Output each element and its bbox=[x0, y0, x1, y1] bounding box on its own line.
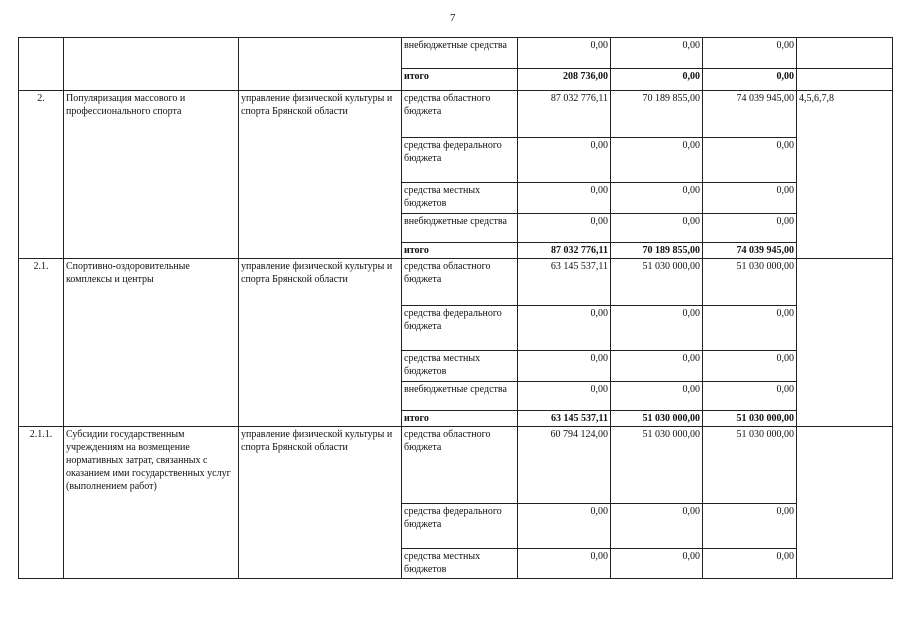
funding-source-cell: средства местных бюджетов bbox=[402, 183, 518, 214]
amount-year1-cell: 208 736,00 bbox=[518, 69, 611, 91]
source-row bbox=[19, 259, 893, 306]
funding-source-cell: средства федерального бюджета bbox=[402, 504, 518, 549]
amount-year1-cell: 63 145 537,11 bbox=[518, 259, 611, 306]
indicator-code-cell bbox=[797, 69, 893, 91]
amount-year3-cell: 0,00 bbox=[703, 504, 797, 549]
amount-year2-cell: 0,00 bbox=[611, 549, 703, 579]
page-number: 7 bbox=[450, 12, 456, 24]
amount-year3-cell: 0,00 bbox=[703, 69, 797, 91]
amount-year1-cell: 0,00 bbox=[518, 549, 611, 579]
amount-year1-cell: 0,00 bbox=[518, 306, 611, 351]
funding-source-cell: средства областного бюджета bbox=[402, 91, 518, 138]
amount-year3-cell: 51 030 000,00 bbox=[703, 427, 797, 504]
amount-year3-cell: 0,00 bbox=[703, 214, 797, 243]
item-number-cell: 2.1.1. bbox=[19, 427, 64, 579]
amount-year2-cell: 0,00 bbox=[611, 183, 703, 214]
source-row bbox=[19, 427, 893, 504]
amount-year1-cell: 60 794 124,00 bbox=[518, 427, 611, 504]
amount-year3-cell: 0,00 bbox=[703, 549, 797, 579]
funding-source-cell: итого bbox=[402, 243, 518, 259]
amount-year1-cell: 0,00 bbox=[518, 382, 611, 411]
amount-year3-cell: 74 039 945,00 bbox=[703, 243, 797, 259]
amount-year1-cell: 63 145 537,11 bbox=[518, 411, 611, 427]
amount-year3-cell: 0,00 bbox=[703, 382, 797, 411]
amount-year2-cell: 0,00 bbox=[611, 351, 703, 382]
amount-year2-cell: 0,00 bbox=[611, 138, 703, 183]
item-name-cell: Субсидии государственным учреждениям на возмещение нормативных затрат, связанных с оказанием ими государственных услуг (выполнением работ) bbox=[64, 427, 239, 579]
source-row bbox=[19, 38, 893, 69]
amount-year1-cell: 0,00 bbox=[518, 351, 611, 382]
amount-year1-cell: 0,00 bbox=[518, 214, 611, 243]
funding-source-cell: средства областного бюджета bbox=[402, 259, 518, 306]
funding-source-cell: средства областного бюджета bbox=[402, 427, 518, 504]
source-row bbox=[19, 91, 893, 138]
funding-source-cell: средства федерального бюджета bbox=[402, 306, 518, 351]
amount-year3-cell: 51 030 000,00 bbox=[703, 259, 797, 306]
funding-source-cell: средства федерального бюджета bbox=[402, 138, 518, 183]
amount-year2-cell: 70 189 855,00 bbox=[611, 91, 703, 138]
indicator-code-cell bbox=[797, 38, 893, 69]
indicator-code-cell: 4,5,6,7,8 bbox=[797, 91, 893, 259]
funding-source-cell: средства местных бюджетов bbox=[402, 549, 518, 579]
amount-year3-cell: 0,00 bbox=[703, 306, 797, 351]
amount-year3-cell: 0,00 bbox=[703, 138, 797, 183]
funding-source-cell: средства местных бюджетов bbox=[402, 351, 518, 382]
budget-table bbox=[18, 37, 893, 579]
amount-year2-cell: 0,00 bbox=[611, 214, 703, 243]
amount-year2-cell: 51 030 000,00 bbox=[611, 411, 703, 427]
amount-year1-cell: 87 032 776,11 bbox=[518, 91, 611, 138]
indicator-code-cell bbox=[797, 427, 893, 579]
amount-year2-cell: 70 189 855,00 bbox=[611, 243, 703, 259]
executor-cell: управление физической культуры и спорта Брянской области bbox=[239, 91, 402, 259]
item-name-cell: Популяризация массового и профессионального спорта bbox=[64, 91, 239, 259]
item-number-cell bbox=[19, 38, 64, 91]
item-number-cell: 2.1. bbox=[19, 259, 64, 427]
amount-year3-cell: 0,00 bbox=[703, 351, 797, 382]
item-name-cell: Спортивно-оздоровительные комплексы и центры bbox=[64, 259, 239, 427]
funding-source-cell: внебюджетные средства bbox=[402, 38, 518, 69]
indicator-code-cell bbox=[797, 259, 893, 427]
amount-year3-cell: 74 039 945,00 bbox=[703, 91, 797, 138]
executor-cell bbox=[239, 38, 402, 91]
funding-source-cell: итого bbox=[402, 69, 518, 91]
item-number-cell: 2. bbox=[19, 91, 64, 259]
amount-year2-cell: 0,00 bbox=[611, 504, 703, 549]
amount-year3-cell: 51 030 000,00 bbox=[703, 411, 797, 427]
executor-cell: управление физической культуры и спорта Брянской области bbox=[239, 427, 402, 579]
amount-year1-cell: 87 032 776,11 bbox=[518, 243, 611, 259]
amount-year2-cell: 0,00 bbox=[611, 306, 703, 351]
funding-source-cell: внебюджетные средства bbox=[402, 382, 518, 411]
executor-cell: управление физической культуры и спорта Брянской области bbox=[239, 259, 402, 427]
amount-year2-cell: 0,00 bbox=[611, 382, 703, 411]
amount-year1-cell: 0,00 bbox=[518, 504, 611, 549]
amount-year2-cell: 51 030 000,00 bbox=[611, 259, 703, 306]
funding-source-cell: внебюджетные средства bbox=[402, 214, 518, 243]
amount-year1-cell: 0,00 bbox=[518, 38, 611, 69]
amount-year3-cell: 0,00 bbox=[703, 183, 797, 214]
funding-source-cell: итого bbox=[402, 411, 518, 427]
amount-year3-cell: 0,00 bbox=[703, 38, 797, 69]
amount-year2-cell: 0,00 bbox=[611, 38, 703, 69]
amount-year1-cell: 0,00 bbox=[518, 183, 611, 214]
item-name-cell bbox=[64, 38, 239, 91]
amount-year2-cell: 51 030 000,00 bbox=[611, 427, 703, 504]
amount-year1-cell: 0,00 bbox=[518, 138, 611, 183]
amount-year2-cell: 0,00 bbox=[611, 69, 703, 91]
